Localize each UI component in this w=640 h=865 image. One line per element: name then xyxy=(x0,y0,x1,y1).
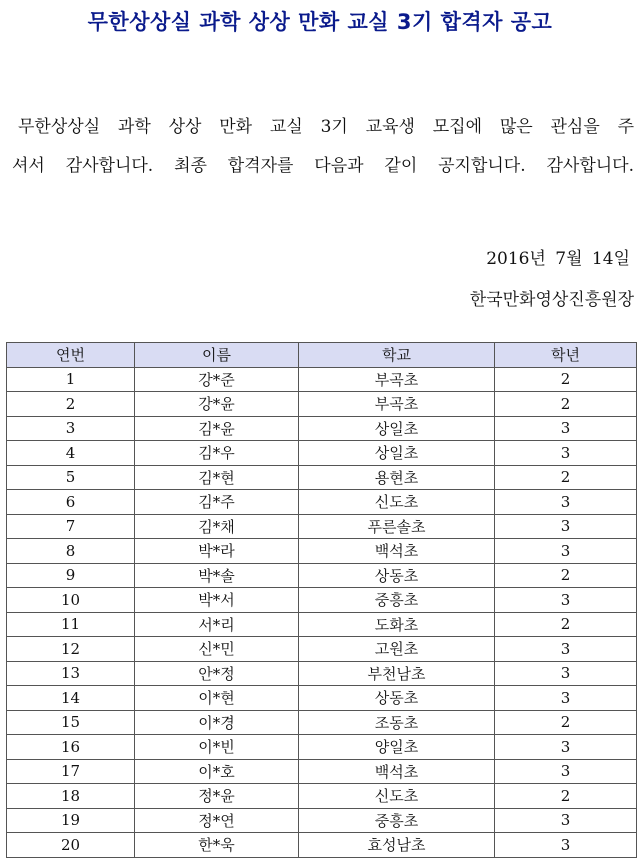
cell-name: 이*빈 xyxy=(135,735,299,760)
table-row xyxy=(7,490,637,515)
cell-grade: 3 xyxy=(495,514,637,539)
cell-grade: 3 xyxy=(495,808,637,833)
cell-name: 이*현 xyxy=(135,686,299,711)
cell-grade: 3 xyxy=(495,833,637,858)
cell-number: 15 xyxy=(7,710,135,735)
cell-name: 안*정 xyxy=(135,661,299,686)
cell-name: 김*우 xyxy=(135,441,299,466)
cell-number: 12 xyxy=(7,637,135,662)
column-header-school: 학교 xyxy=(299,343,495,368)
cell-name: 김*윤 xyxy=(135,416,299,441)
cell-number: 10 xyxy=(7,588,135,613)
cell-grade: 2 xyxy=(495,563,637,588)
table-row xyxy=(7,392,637,417)
cell-name: 김*채 xyxy=(135,514,299,539)
cell-grade: 3 xyxy=(495,686,637,711)
cell-name: 김*현 xyxy=(135,465,299,490)
cell-number: 2 xyxy=(7,392,135,417)
cell-school: 부곡초 xyxy=(299,392,495,417)
cell-grade: 2 xyxy=(495,392,637,417)
cell-number: 8 xyxy=(7,539,135,564)
cell-grade: 2 xyxy=(495,465,637,490)
notice-body xyxy=(12,108,634,186)
cell-number: 14 xyxy=(7,686,135,711)
notice-body-line-2: 셔서 감사합니다. 최종 합격자를 다음과 같이 공지합니다. 감사합니다. xyxy=(12,156,634,176)
cell-school: 조동초 xyxy=(299,710,495,735)
column-header-grade: 학년 xyxy=(495,343,637,368)
cell-number: 16 xyxy=(7,735,135,760)
cell-grade: 3 xyxy=(495,735,637,760)
table-row xyxy=(7,686,637,711)
cell-number: 9 xyxy=(7,563,135,588)
notice-body-line-1: 무한상상실 과학 상상 만화 교실 3기 교육생 모집에 많은 관심을 주 xyxy=(18,117,634,137)
table-row xyxy=(7,833,637,858)
table-row xyxy=(7,539,637,564)
cell-number: 1 xyxy=(7,367,135,392)
cell-name: 박*서 xyxy=(135,588,299,613)
table-header-row xyxy=(7,343,637,368)
table-row xyxy=(7,661,637,686)
cell-school: 도화초 xyxy=(299,612,495,637)
table-row xyxy=(7,514,637,539)
cell-grade: 3 xyxy=(495,490,637,515)
table-row xyxy=(7,637,637,662)
table-row xyxy=(7,784,637,809)
table-row xyxy=(7,612,637,637)
cell-name: 이*호 xyxy=(135,759,299,784)
table-row xyxy=(7,465,637,490)
cell-school: 상일초 xyxy=(299,416,495,441)
cell-school: 부곡초 xyxy=(299,367,495,392)
table-row xyxy=(7,735,637,760)
table-row xyxy=(7,367,637,392)
table-row xyxy=(7,588,637,613)
cell-school: 효성남초 xyxy=(299,833,495,858)
cell-school: 신도초 xyxy=(299,490,495,515)
cell-number: 4 xyxy=(7,441,135,466)
applicant-table xyxy=(6,342,637,858)
cell-school: 중흥초 xyxy=(299,588,495,613)
cell-school: 상동초 xyxy=(299,563,495,588)
cell-school: 중흥초 xyxy=(299,808,495,833)
cell-grade: 2 xyxy=(495,367,637,392)
table-row xyxy=(7,759,637,784)
cell-school: 고원초 xyxy=(299,637,495,662)
cell-school: 부천남초 xyxy=(299,661,495,686)
cell-school: 신도초 xyxy=(299,784,495,809)
cell-school: 양일초 xyxy=(299,735,495,760)
cell-school: 백석초 xyxy=(299,759,495,784)
cell-name: 강*준 xyxy=(135,367,299,392)
notice-date: 2016년 7월 14일 xyxy=(486,249,630,269)
cell-number: 5 xyxy=(7,465,135,490)
cell-name: 서*리 xyxy=(135,612,299,637)
column-header-number: 연번 xyxy=(7,343,135,368)
cell-name: 정*연 xyxy=(135,808,299,833)
cell-grade: 3 xyxy=(495,661,637,686)
cell-number: 17 xyxy=(7,759,135,784)
cell-grade: 3 xyxy=(495,637,637,662)
cell-grade: 2 xyxy=(495,612,637,637)
issuing-organization: 한국만화영상진흥원장 xyxy=(469,290,634,310)
cell-school: 상일초 xyxy=(299,441,495,466)
cell-grade: 3 xyxy=(495,539,637,564)
cell-number: 7 xyxy=(7,514,135,539)
column-header-name: 이름 xyxy=(135,343,299,368)
cell-grade: 3 xyxy=(495,416,637,441)
cell-grade: 3 xyxy=(495,759,637,784)
cell-grade: 2 xyxy=(495,784,637,809)
cell-number: 20 xyxy=(7,833,135,858)
cell-name: 이*경 xyxy=(135,710,299,735)
cell-number: 6 xyxy=(7,490,135,515)
cell-name: 한*욱 xyxy=(135,833,299,858)
table-row xyxy=(7,563,637,588)
table-row xyxy=(7,808,637,833)
cell-name: 강*윤 xyxy=(135,392,299,417)
table-row xyxy=(7,441,637,466)
cell-school: 용현초 xyxy=(299,465,495,490)
cell-school: 백석초 xyxy=(299,539,495,564)
cell-name: 김*주 xyxy=(135,490,299,515)
cell-number: 13 xyxy=(7,661,135,686)
table-body xyxy=(7,367,637,857)
cell-name: 박*라 xyxy=(135,539,299,564)
page-title: 무한상상실 과학 상상 만화 교실 3기 합격자 공고 xyxy=(87,10,553,34)
cell-name: 박*솔 xyxy=(135,563,299,588)
cell-grade: 3 xyxy=(495,588,637,613)
cell-school: 푸른솔초 xyxy=(299,514,495,539)
table-row xyxy=(7,416,637,441)
cell-grade: 2 xyxy=(495,710,637,735)
cell-number: 11 xyxy=(7,612,135,637)
cell-grade: 3 xyxy=(495,441,637,466)
cell-school: 상동초 xyxy=(299,686,495,711)
cell-name: 신*민 xyxy=(135,637,299,662)
table-row xyxy=(7,710,637,735)
cell-number: 19 xyxy=(7,808,135,833)
cell-name: 정*윤 xyxy=(135,784,299,809)
cell-number: 18 xyxy=(7,784,135,809)
cell-number: 3 xyxy=(7,416,135,441)
